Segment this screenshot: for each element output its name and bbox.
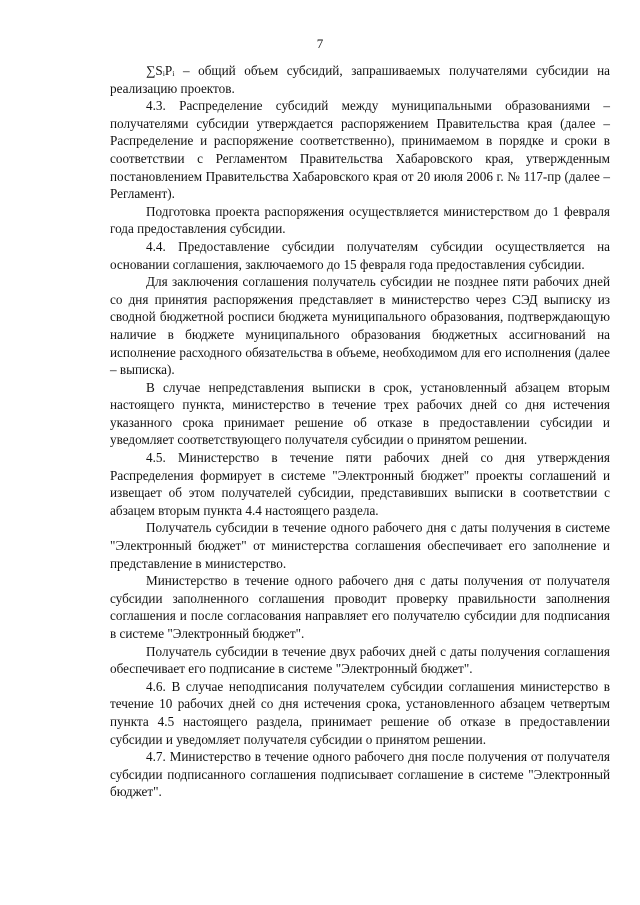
page-number: 7 <box>316 36 324 51</box>
paragraph-formula-explanation: ∑SᵢPᵢ – общий объем субсидий, запрашиваемых получателями субсидии на реализацию проектов. <box>110 63 610 96</box>
paragraph-4-6: 4.6. В случае неподписания получателем субсидии соглашения министерство в течение 10 рабочих дней со дня истечения срока, установленного абзацем четвертым пункта 4.5 настоящего раздела, принимает решение об отказе в предоставлении субсидии и уведомляет получателя субсидии о принятом решении. <box>110 678 610 747</box>
document-body <box>110 62 610 801</box>
paragraph-recipient-signing: Получатель субсидии в течение двух рабочих дней с даты получения соглашения обеспечивает его подписание в системе "Электронный бюджет". <box>110 643 610 677</box>
paragraph-agreement-conclusion: Для заключения соглашения получатель субсидии не позднее пяти рабочих дней со дня принятия распоряжения представляет в министерство через СЭД выписку из сводной бюджетной росписи бюджета муниципального образования, подтверждающую наличие в бюджете муниципального образования бюджетных ассигнований на исполнение расходного обязательства в объеме, необходимом для его исполнения (далее – выписка). <box>110 274 610 378</box>
paragraph-non-submission: В случае непредставления выписки в срок, установленный абзацем вторым настоящего пункта, министерство в течение трех рабочих дней со дня истечения указанного срока принимает решение об отказе в предоставлении субсидии и уведомляет соответствующего получателя субсидии о принятом решении. <box>110 379 610 448</box>
paragraph-ministry-check: Министерство в течение одного рабочего дня с даты получения от получателя субсидии заполненного соглашения проводит проверку правильности заполнения соглашения и после согласования направляет его получателю субсидии для подписания в системе "Электронный бюджет". <box>110 573 610 641</box>
paragraph-draft-preparation: Подготовка проекта распоряжения осуществляется министерством до 1 февраля года предоставления субсидии. <box>110 203 610 237</box>
paragraph-4-7: 4.7. Министерство в течение одного рабочего дня после получения от получателя субсидии подписанного соглашения подписывает соглашение в системе "Электронный бюджет". <box>110 749 610 800</box>
paragraph-4-4: 4.4. Предоставление субсидии получателям субсидии осуществляется на основании соглашения, заключаемого до 15 февраля года предоставления субсидии. <box>110 238 610 272</box>
paragraph-4-3: 4.3. Распределение субсидий между муниципальными образованиями – получателями субсидии утверждается распоряжением Правительства края (далее – Распределение и распоряжение соответственно), принимаемом в порядке и сроки в соответствии с Регламентом Правительства Хабаровского края, утвержденным постановлением Правительства Хабаровского края от 20 июля 2006 г. № 117-пр (далее – Регламент). <box>110 98 610 202</box>
paragraph-4-5: 4.5. Министерство в течение пяти рабочих дней со дня утверждения Распределения формирует в системе "Электронный бюджет" проекты соглашений и извещает об этом получателей субсидии, представивших выписки в соответствии с абзацем вторым пункта 4.4 настоящего раздела. <box>110 450 610 518</box>
paragraph-recipient-filling: Получатель субсидии в течение одного рабочего дня с даты получения в системе "Электронный бюджет" от министерства соглашения обеспечивает его заполнение и представление в министерство. <box>110 520 610 571</box>
